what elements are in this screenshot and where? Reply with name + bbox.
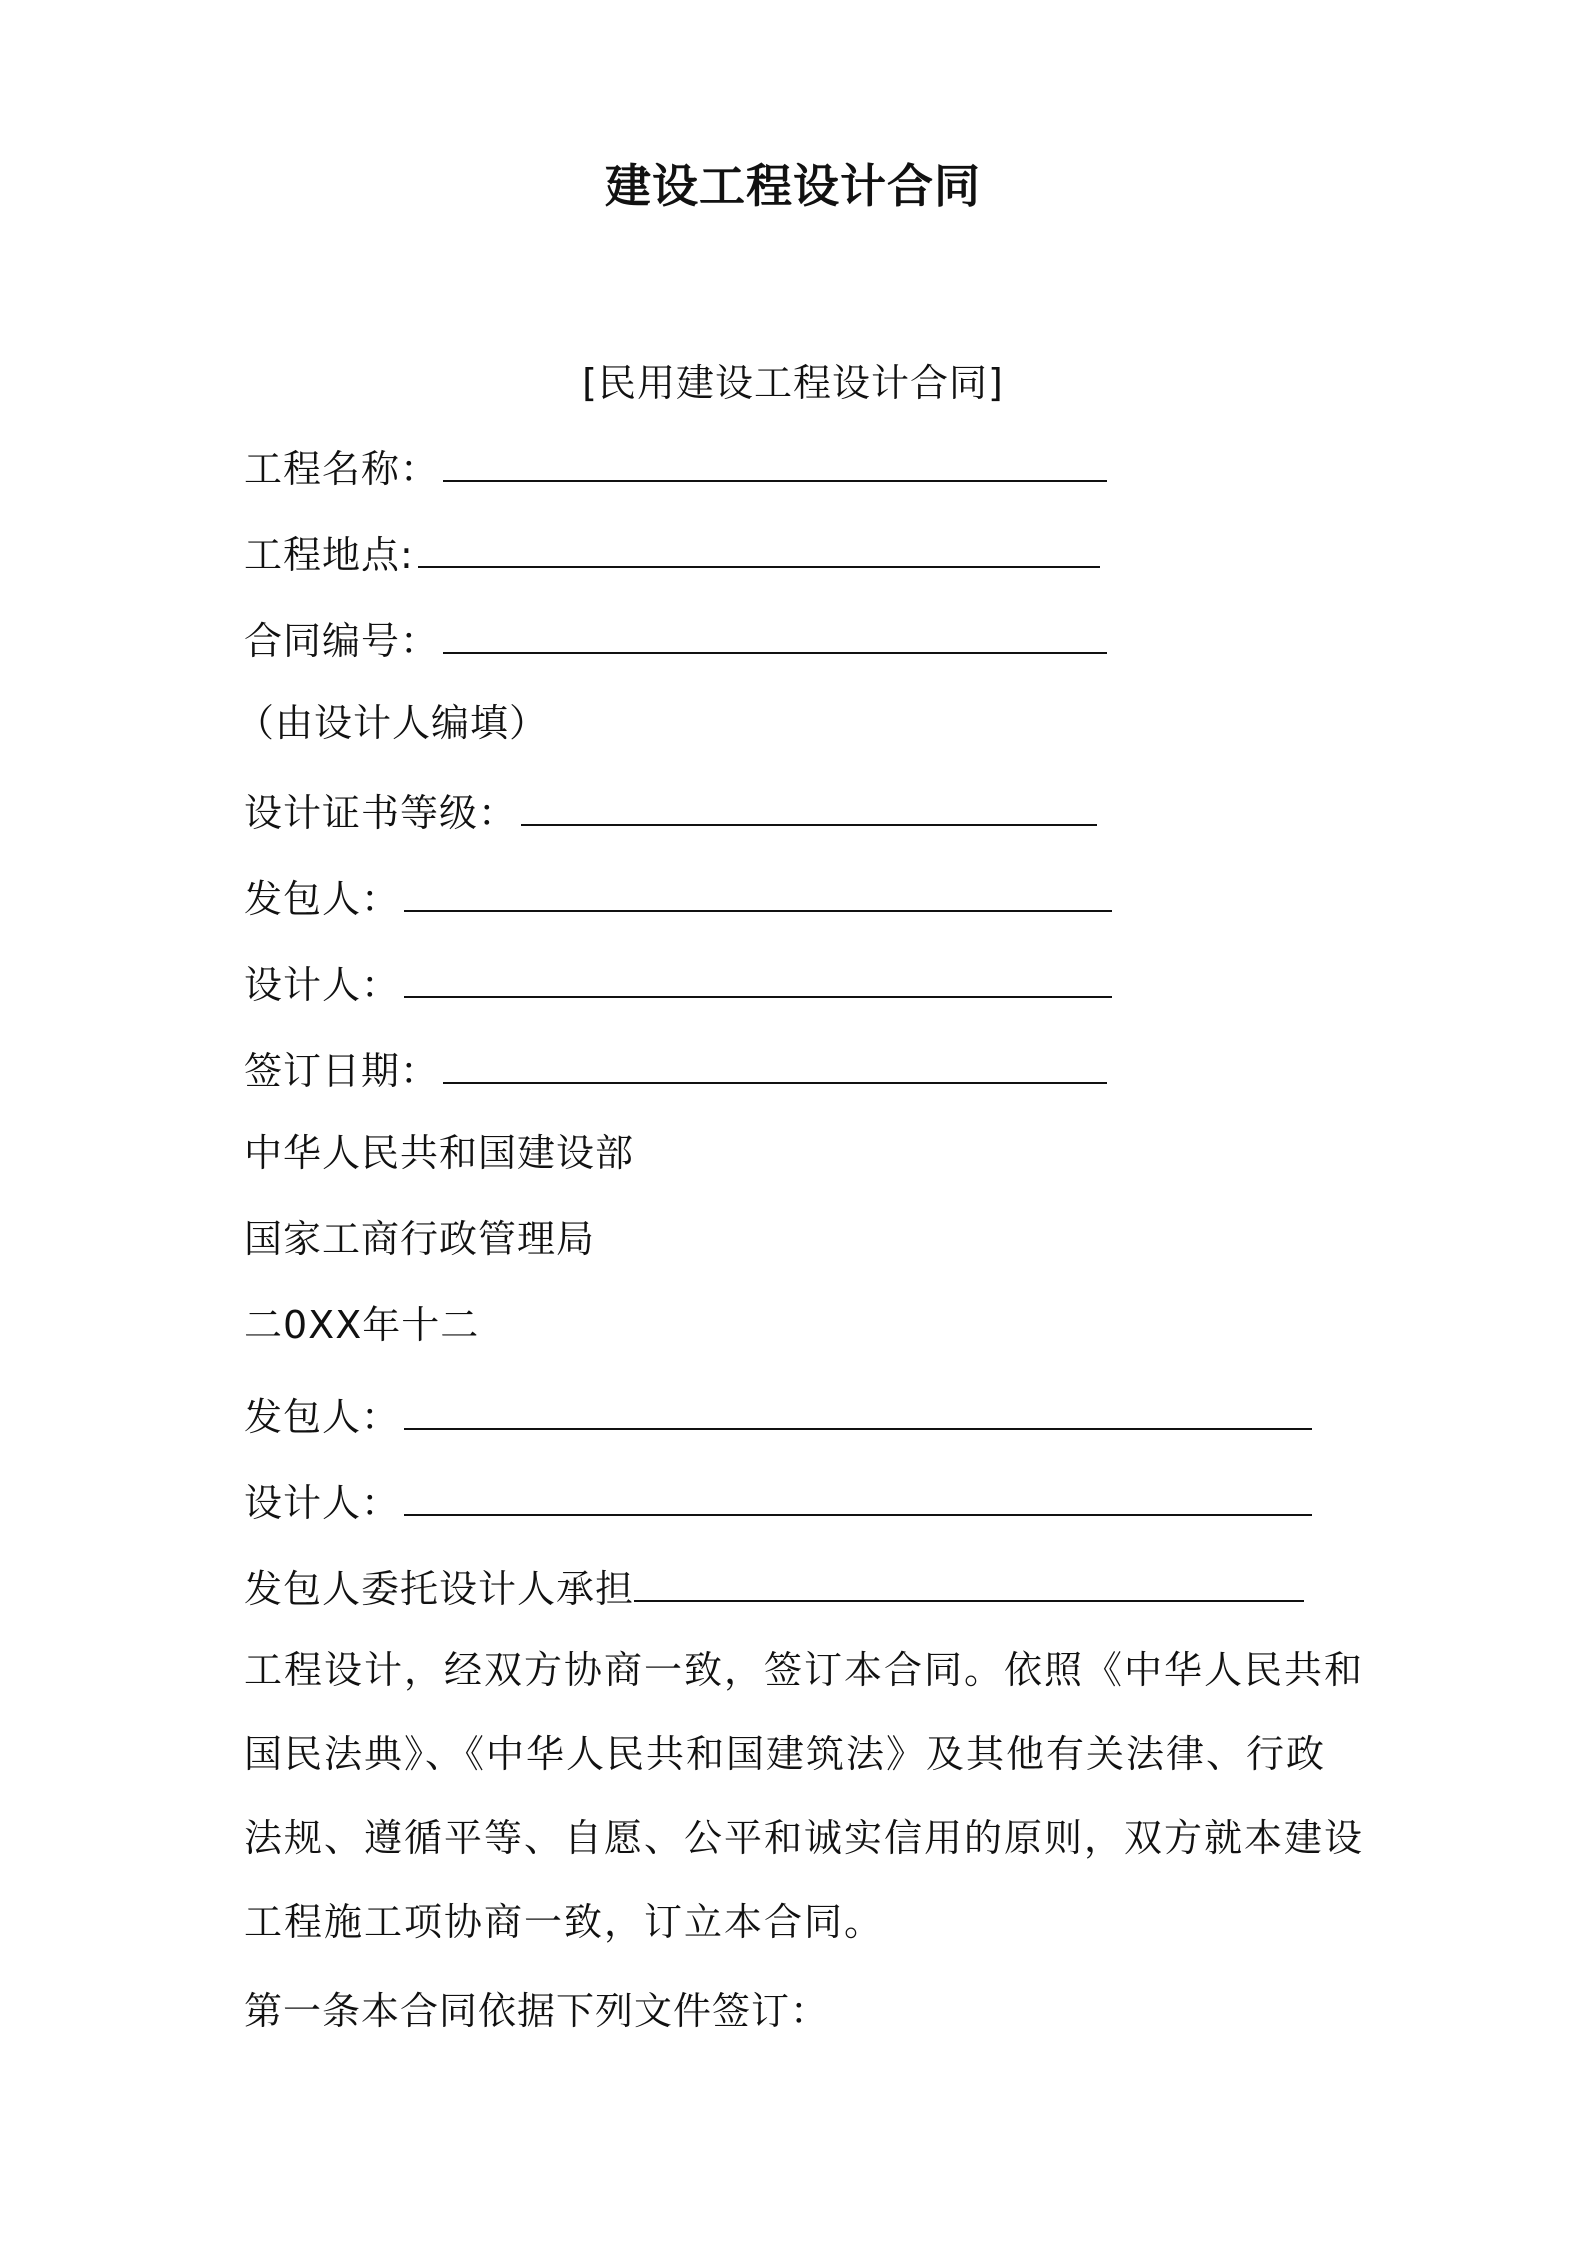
article-1-heading: 第一条本合同依据下列文件签订：	[244, 1989, 830, 2033]
issuer-administration: 国家工商行政管理局	[244, 1217, 596, 1261]
body-line: 法规、遵循平等、自愿、公平和诚实信用的原则，双方就本建设	[244, 1816, 1365, 1860]
commission-label: 发包人委托设计人承担	[244, 1567, 635, 1611]
field-label: 发包人：	[244, 877, 401, 921]
blank-line	[521, 790, 1097, 826]
body-line: 工程设计，经双方协商一致，签订本合同。依照《中华人民共和	[244, 1648, 1365, 1692]
field-certificate-grade	[244, 790, 1097, 836]
blank-line	[443, 446, 1107, 482]
field-label: 签订日期：	[244, 1049, 440, 1093]
document-title: 建设工程设计合同	[605, 159, 981, 213]
party-designer	[244, 1480, 1312, 1526]
field-label: 设计人：	[244, 963, 401, 1007]
blank-line	[404, 876, 1112, 912]
field-label: 发包人：	[244, 1395, 401, 1439]
field-signing-date	[244, 1048, 1107, 1094]
field-employer	[244, 876, 1112, 922]
blank-line	[418, 532, 1100, 568]
blank-line	[404, 962, 1112, 998]
field-label: 设计人：	[244, 1481, 401, 1525]
field-note	[236, 700, 548, 746]
issue-date: 二0XX年十二	[244, 1303, 480, 1347]
body-line: 国民法典》、《中华人民共和国建筑法》及其他有关法律、行政	[244, 1732, 1327, 1776]
field-label: 合同编号：	[244, 619, 440, 663]
field-contract-number	[244, 618, 1107, 664]
field-note-text: （由设计人编填）	[236, 701, 549, 745]
field-designer	[244, 962, 1112, 1008]
field-project-location	[244, 532, 1100, 578]
blank-line	[443, 1048, 1107, 1084]
blank-line	[443, 618, 1107, 654]
document-subtitle: [民用建设工程设计合同]	[582, 361, 1004, 405]
commission-line	[244, 1566, 1304, 1612]
field-label: 工程名称：	[244, 447, 440, 491]
field-label: 设计证书等级：	[244, 791, 518, 835]
blank-line	[634, 1566, 1304, 1602]
body-paragraph	[244, 1628, 1364, 1964]
blank-line	[404, 1394, 1312, 1430]
blank-line	[404, 1480, 1312, 1516]
field-project-name	[244, 446, 1107, 492]
party-employer	[244, 1394, 1312, 1440]
body-line: 工程施工项协商一致，订立本合同。	[244, 1900, 885, 1944]
field-label: 工程地点:	[244, 533, 414, 577]
issuer-ministry: 中华人民共和国建设部	[244, 1131, 635, 1175]
